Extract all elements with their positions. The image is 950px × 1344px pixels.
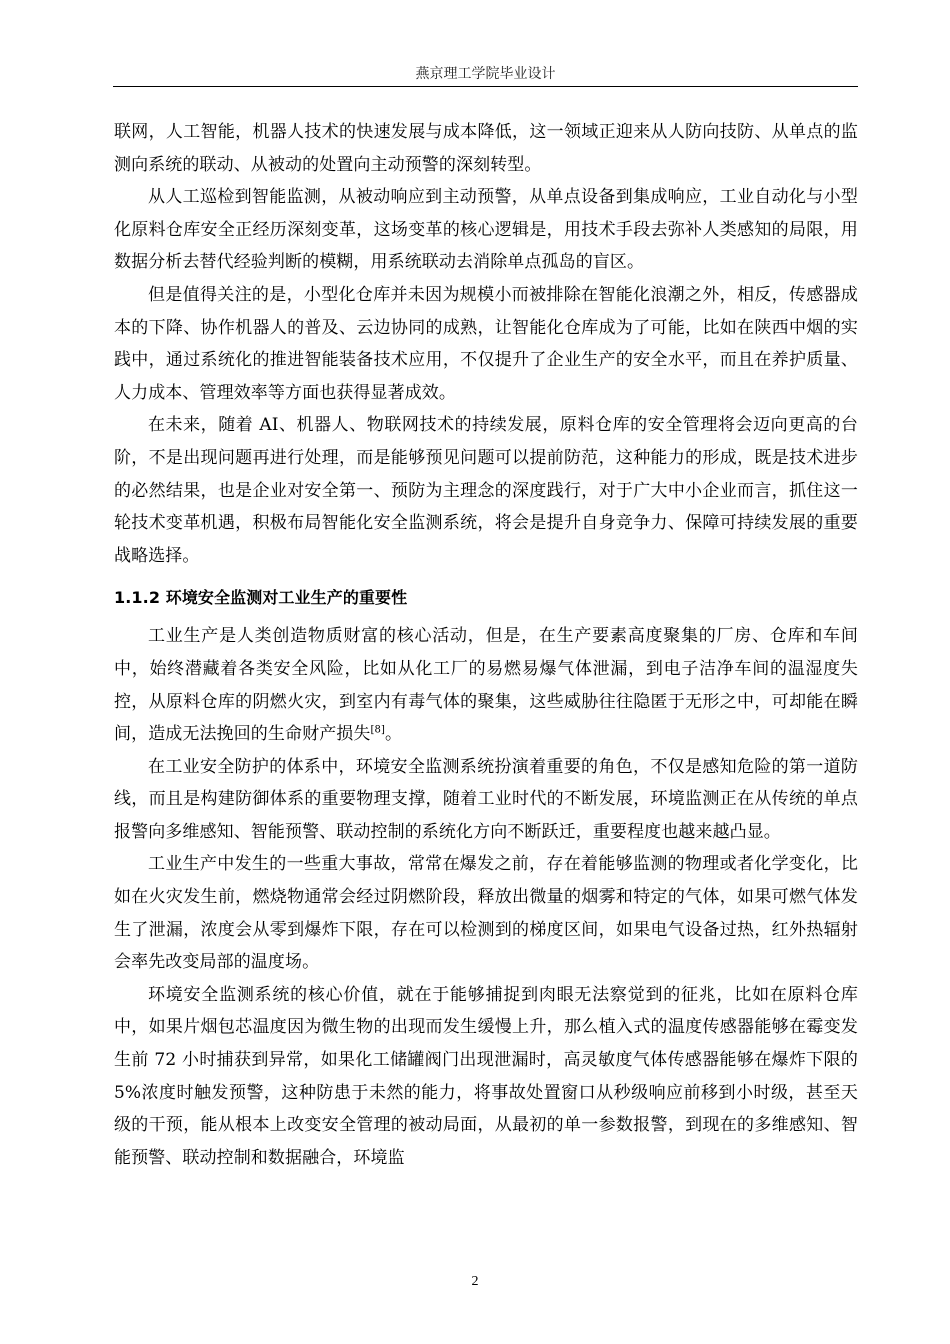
paragraph: 但是值得关注的是，小型化仓库并未因为规模小而被排除在智能化浪潮之外，相反，传感器成本的下降、协作机器人的普及、云边协同的成熟，让智能化仓库成为了可能，比如在陕西中烟的实践中，通过系统化的推进智能装备技术应用，不仅提升了企业生产的安全水平，而且在养护质量、人力成本、管理效率等方面也获得显著成效。 [114,284,858,403]
citation-reference: [8] [370,724,385,736]
section-heading: 1.1.2 环境安全监测对工业生产的重要性 [114,588,408,608]
paragraph: 在未来，随着 AI、机器人、物联网技术的持续发展，原料仓库的安全管理将会迈向更高的台阶，不是出现问题再进行处理，而是能够预见问题可以提前防范，这种能力的形成，既是技术进步的必然结果，也是企业对安全第一、预防为主理念的深度践行，对于广大中小企业而言，抓住这一轮技术变革机遇，积极布局智能化安全监测系统，将会是提升自身竞争力、保障可持续发展的重要战略选择。 [114,415,858,566]
paragraph: 从人工巡检到智能监测，从被动响应到主动预警，从单点设备到集成响应，工业自动化与小型化原料仓库安全正经历深刻变革，这场变革的核心逻辑是，用技术手段去弥补人类感知的局限，用数据分析去替代经验判断的模糊，用系统联动去消除单点孤岛的盲区。 [114,187,858,273]
paragraph: 联网，人工智能，机器人技术的快速发展与成本降低，这一领域正迎来从人防向技防、从单点的监测向系统的联动、从被动的处置向主动预警的深刻转型。 [114,122,858,175]
page-number: 2 [471,1274,479,1289]
document-body [114,116,858,1174]
paragraph: 工业生产中发生的一些重大事故，常常在爆发之前，存在着能够监测的物理或者化学变化，比如在火灾发生前，燃烧物通常会经过阴燃阶段，释放出微量的烟雾和特定的气体，如果可燃气体发生了泄漏，浓度会从零到爆炸下限，存在可以检测到的梯度区间，如果电气设备过热，红外热辐射会率先改变局部的温度场。 [114,854,858,973]
paragraph-end: 。 [384,724,403,745]
paragraph [114,620,858,750]
paragraph: 环境安全监测系统的核心价值，就在于能够捕捉到肉眼无法察觉到的征兆，比如在原料仓库中，如果片烟包芯温度因为微生物的出现而发生缓慢上升，那么植入式的温度传感器能够在霉变发生前 72 小时捕获到异常，如果化工储罐阀门出现泄漏时，高灵敏度气体传感器能够在爆炸下限的 5%浓度时触发预警，这种防患于未然的能力，将事故处置窗口从秒级响应前移到小时级，甚至天级的干预，能从根本上改变安全管理的被动局面，从最初的单一参数报警，到现在的多维感知、智能预警、联动控制和数据融合，环境监 [114,984,858,1168]
paragraph-text: 工业生产是人类创造物质财富的核心活动，但是，在生产要素高度聚集的厂房、仓库和车间中，始终潜藏着各类安全风险，比如从化工厂的易燃易爆气体泄漏，到电子洁净车间的温湿度失控，从原料仓库的阴燃火灾，到室内有毒气体的聚集，这些威胁往往隐匿于无形之中，可却能在瞬间，造成无法挽回的生命财产损失 [114,626,858,745]
paragraph: 在工业安全防护的体系中，环境安全监测系统扮演着重要的角色，不仅是感知危险的第一道防线，而且是构建防御体系的重要物理支撑，随着工业时代的不断发展，环境监测正在从传统的单点报警向多维感知、智能预警、联动控制的系统化方向不断跃迁，重要程度也越来越凸显。 [114,756,858,842]
page-header-title: 燕京理工学院毕业设计 [415,66,556,82]
header-divider [113,86,858,87]
